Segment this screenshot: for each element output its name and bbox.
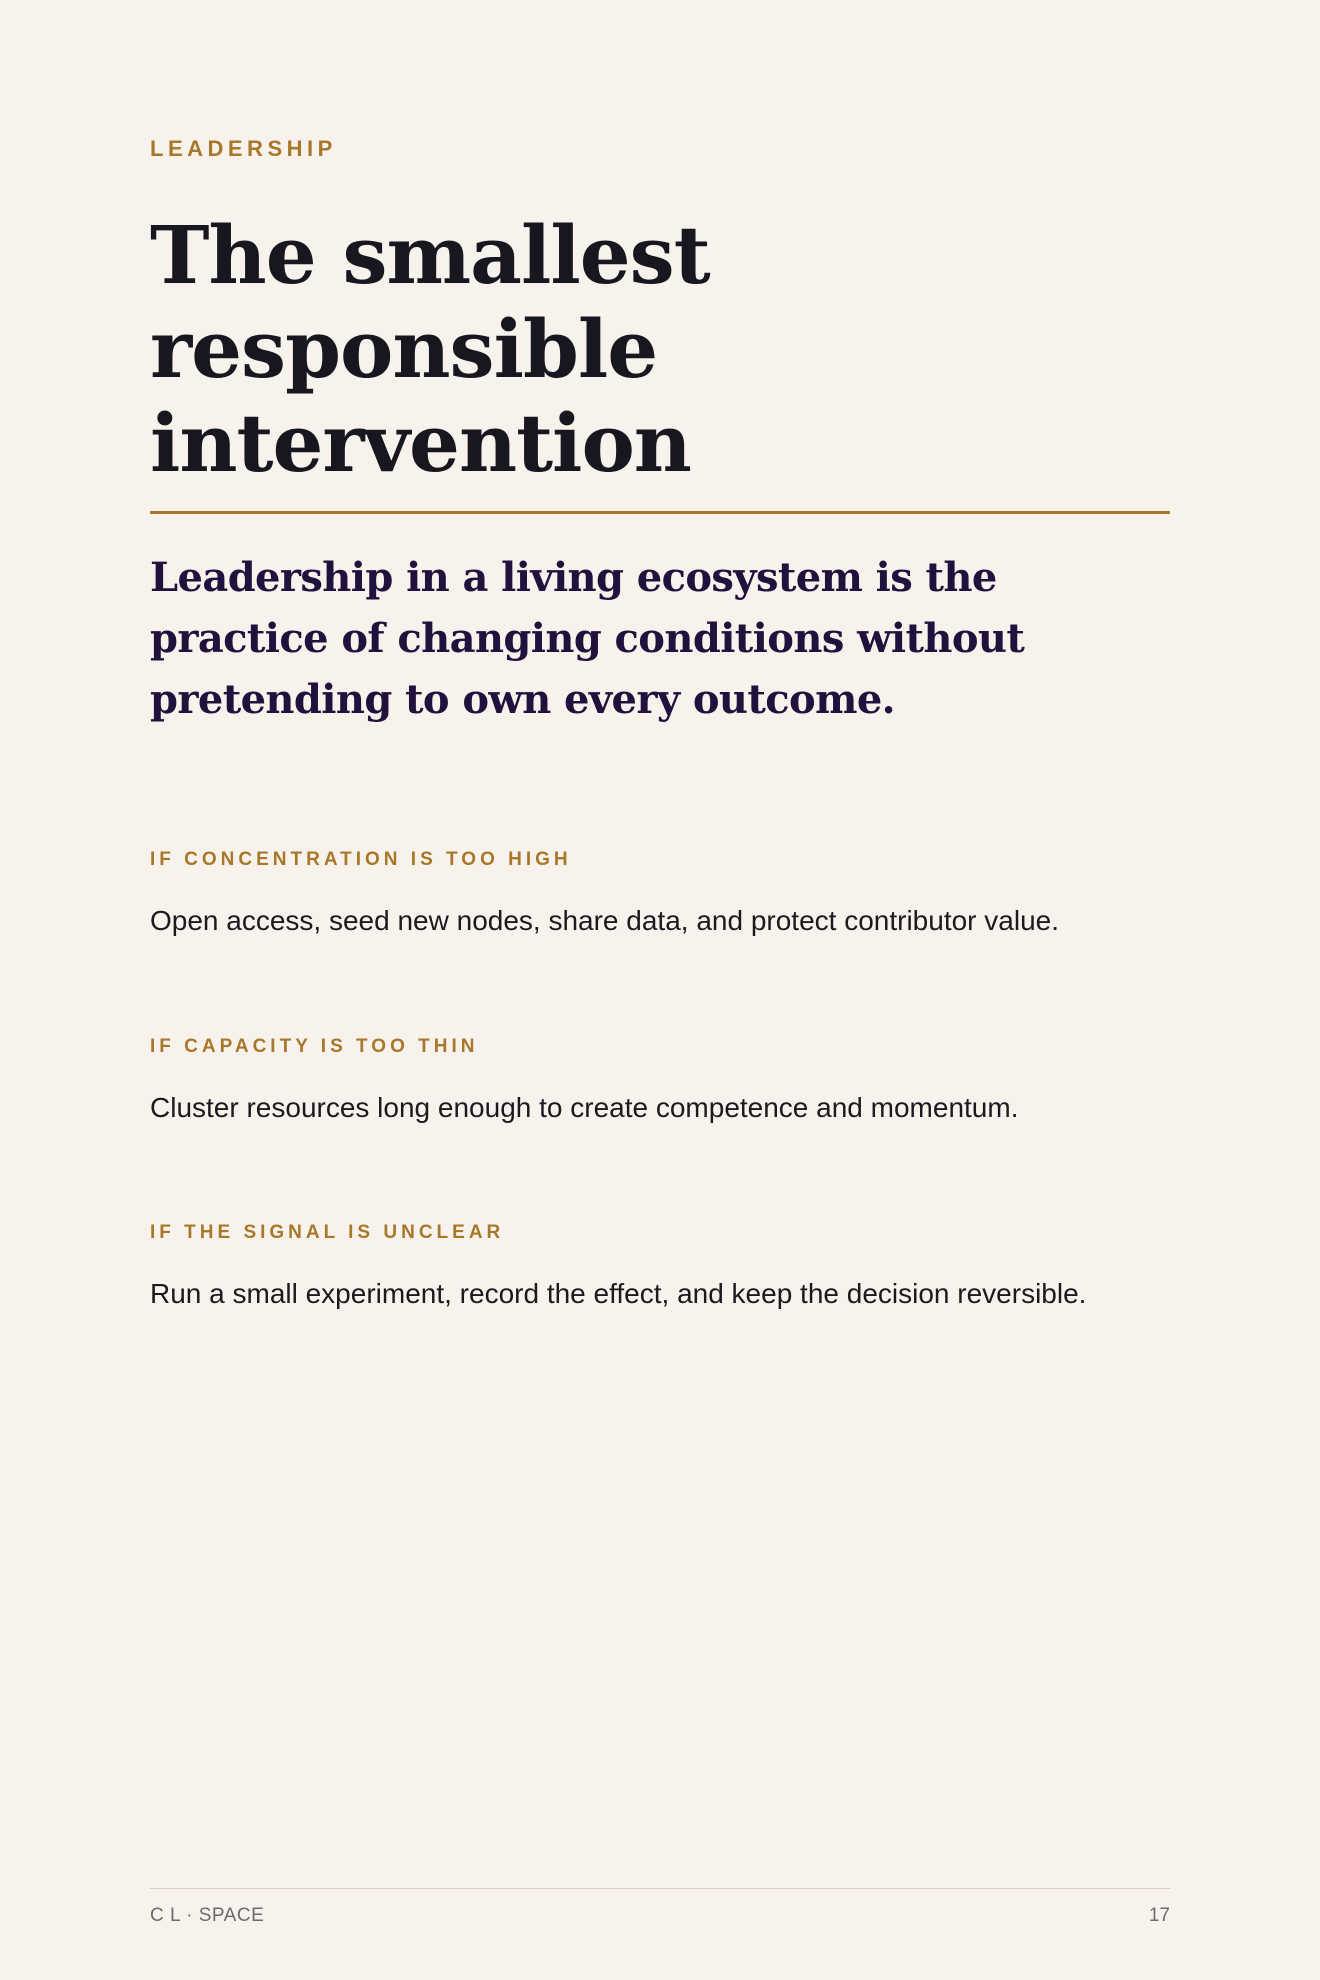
- item-label-capacity: IF CAPACITY IS TOO THIN: [150, 1036, 479, 1057]
- item-label-signal: IF THE SIGNAL IS UNCLEAR: [150, 1222, 505, 1243]
- section-label: LEADERSHIP: [150, 136, 337, 161]
- title-line-1: The smallest: [150, 208, 710, 302]
- item-text-concentration: Open access, seed new nodes, share data, and protect contributor value.: [150, 905, 1060, 936]
- item-text-signal: Run a small experiment, record the effect, and keep the decision reversible.: [150, 1278, 1087, 1309]
- accent-divider: [150, 511, 1170, 514]
- document-page: [150, 0, 1170, 1980]
- lede-statement: Leadership in a living ecosystem is the practice of changing conditions without pretending to own every outcome.: [150, 554, 1025, 723]
- page-number: 17: [1148, 1905, 1170, 1926]
- page-title: [150, 208, 1170, 490]
- title-line-2: responsible intervention: [150, 302, 691, 490]
- item-text-capacity: Cluster resources long enough to create competence and momentum.: [150, 1092, 1019, 1123]
- footer-divider: [150, 1888, 1170, 1889]
- item-label-concentration: IF CONCENTRATION IS TOO HIGH: [150, 849, 572, 870]
- footer-publication: C L · SPACE: [150, 1905, 265, 1926]
